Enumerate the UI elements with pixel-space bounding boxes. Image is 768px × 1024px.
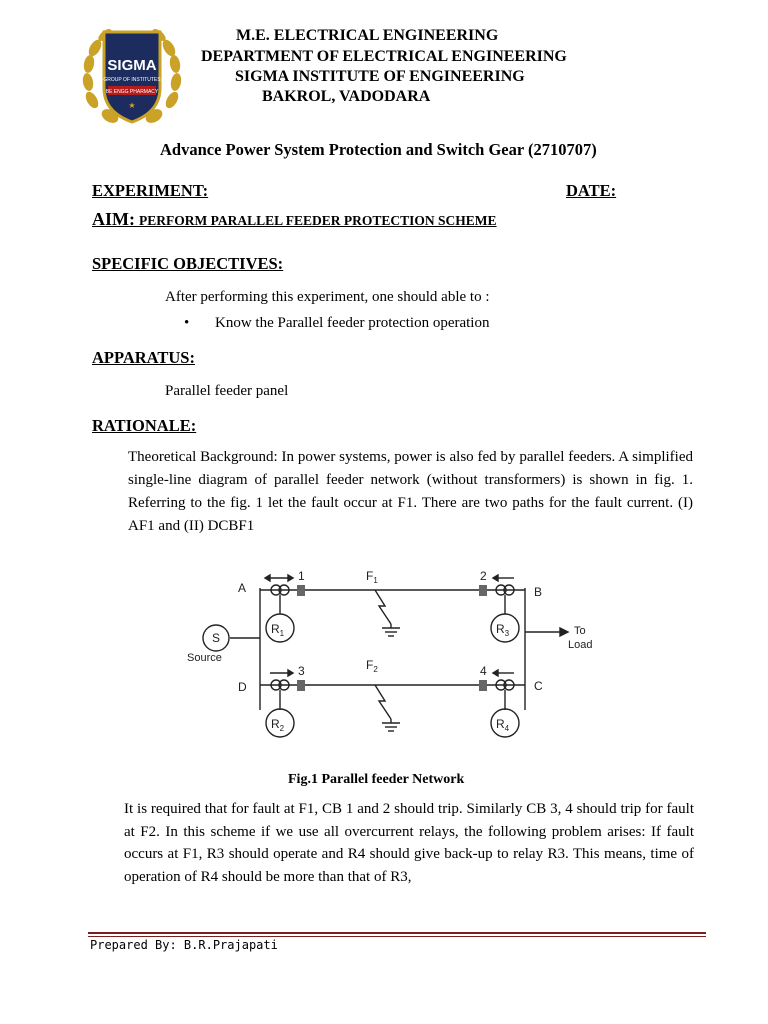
node-label-b: B xyxy=(534,585,543,599)
fault-f2-icon xyxy=(375,685,400,731)
parallel-feeder-diagram xyxy=(180,560,620,745)
fault-label-f2: $F_2$ xyxy=(366,658,378,674)
direction-arrow-3-icon xyxy=(270,670,293,676)
logo-sub-text: GROUP OF INSTITUTES xyxy=(103,77,161,83)
star-icon: ★ xyxy=(128,101,136,110)
cb-label-3: 3 xyxy=(298,664,305,678)
circuit-breaker-4 xyxy=(479,680,487,691)
logo-main-text: SIGMA xyxy=(107,57,157,74)
node-label-c: C xyxy=(534,679,543,693)
objective-item: Know the Parallel feeder protection operation xyxy=(215,315,490,331)
source-label: Source xyxy=(187,652,222,664)
rationale-paragraph: Theoretical Background: In power systems, power is also fed by parallel feeders. A simplified single-line diagram of parallel feeder network (without transformers) is shown in fig. 1. Referring to the fig. 1 let the fault occur at F1. There are two paths for the fault current. (I) AF1 and (II) DCBF1 xyxy=(128,449,693,534)
header-program: M.E. ELECTRICAL ENGINEERING xyxy=(236,27,499,44)
experiment-label: EXPERIMENT: xyxy=(92,181,209,200)
cb-label-4: 4 xyxy=(480,664,487,678)
course-title: Advance Power System Protection and Switch Gear (2710707) xyxy=(160,140,597,159)
direction-arrow-1-icon xyxy=(265,575,293,581)
aim-label: AIM: xyxy=(92,209,135,229)
cb-label-1: 1 xyxy=(298,569,305,583)
footer-rule-bottom xyxy=(88,936,706,937)
header-location: BAKROL, VADODARA xyxy=(262,88,431,105)
header-institute: SIGMA INSTITUTE OF ENGINEERING xyxy=(235,68,525,85)
fault-f1-icon xyxy=(375,590,400,636)
load-arrow-icon xyxy=(560,628,568,636)
circuit-breaker-1 xyxy=(297,585,305,596)
relay-label-r3: $R_3$ xyxy=(496,622,510,638)
relay-label-r1: $R_1$ xyxy=(271,622,285,638)
sigma-logo xyxy=(80,18,184,132)
relay-label-r2: $R_2$ xyxy=(271,717,285,733)
footer-rule-top xyxy=(88,932,706,934)
header-department: DEPARTMENT OF ELECTRICAL ENGINEERING xyxy=(201,48,567,65)
circuit-breaker-2 xyxy=(479,585,487,596)
relay-label-r4: $R_4$ xyxy=(496,717,510,733)
source-symbol-label: S xyxy=(212,631,221,645)
direction-arrow-2-icon xyxy=(493,575,514,581)
direction-arrow-4-icon xyxy=(493,670,514,676)
date-label: DATE: xyxy=(566,181,617,200)
logo-ribbon-text: BE ENGG PHARMACY xyxy=(105,89,159,95)
apparatus-heading: APPARATUS: xyxy=(92,348,195,367)
objectives-intro: After performing this experiment, one should able to : xyxy=(165,289,490,305)
aim-line xyxy=(92,209,497,230)
rationale-heading: RATIONALE: xyxy=(92,416,197,435)
objective-bullet: • xyxy=(184,315,190,331)
node-label-a: A xyxy=(238,581,247,595)
circuit-breaker-3 xyxy=(297,680,305,691)
load-label-line1: To xyxy=(574,625,586,637)
footer-prepared-by: Prepared By: B.R.Prajapati xyxy=(90,938,278,952)
cb-label-2: 2 xyxy=(480,569,487,583)
fault-label-f1: $F_1$ xyxy=(366,569,378,585)
objectives-heading: SPECIFIC OBJECTIVES: xyxy=(92,254,284,273)
figure-caption: Fig.1 Parallel feeder Network xyxy=(288,772,465,787)
body-paragraph: It is required that for fault at F1, CB 1 and 2 should trip. Similarly CB 3, 4 should trip for fault at F2. In this scheme if we use all overcurrent relays, the following problem arises: If fault occurs at F1, R3 should operate and R4 should give back-up to relay R3. This means, time of operation of R4 should be more than that of R3, xyxy=(124,801,694,885)
load-label-line2: Load xyxy=(568,639,593,651)
aim-text: PERFORM PARALLEL FEEDER PROTECTION SCHEME xyxy=(139,213,497,228)
node-label-d: D xyxy=(238,680,247,694)
apparatus-text: Parallel feeder panel xyxy=(165,383,289,399)
